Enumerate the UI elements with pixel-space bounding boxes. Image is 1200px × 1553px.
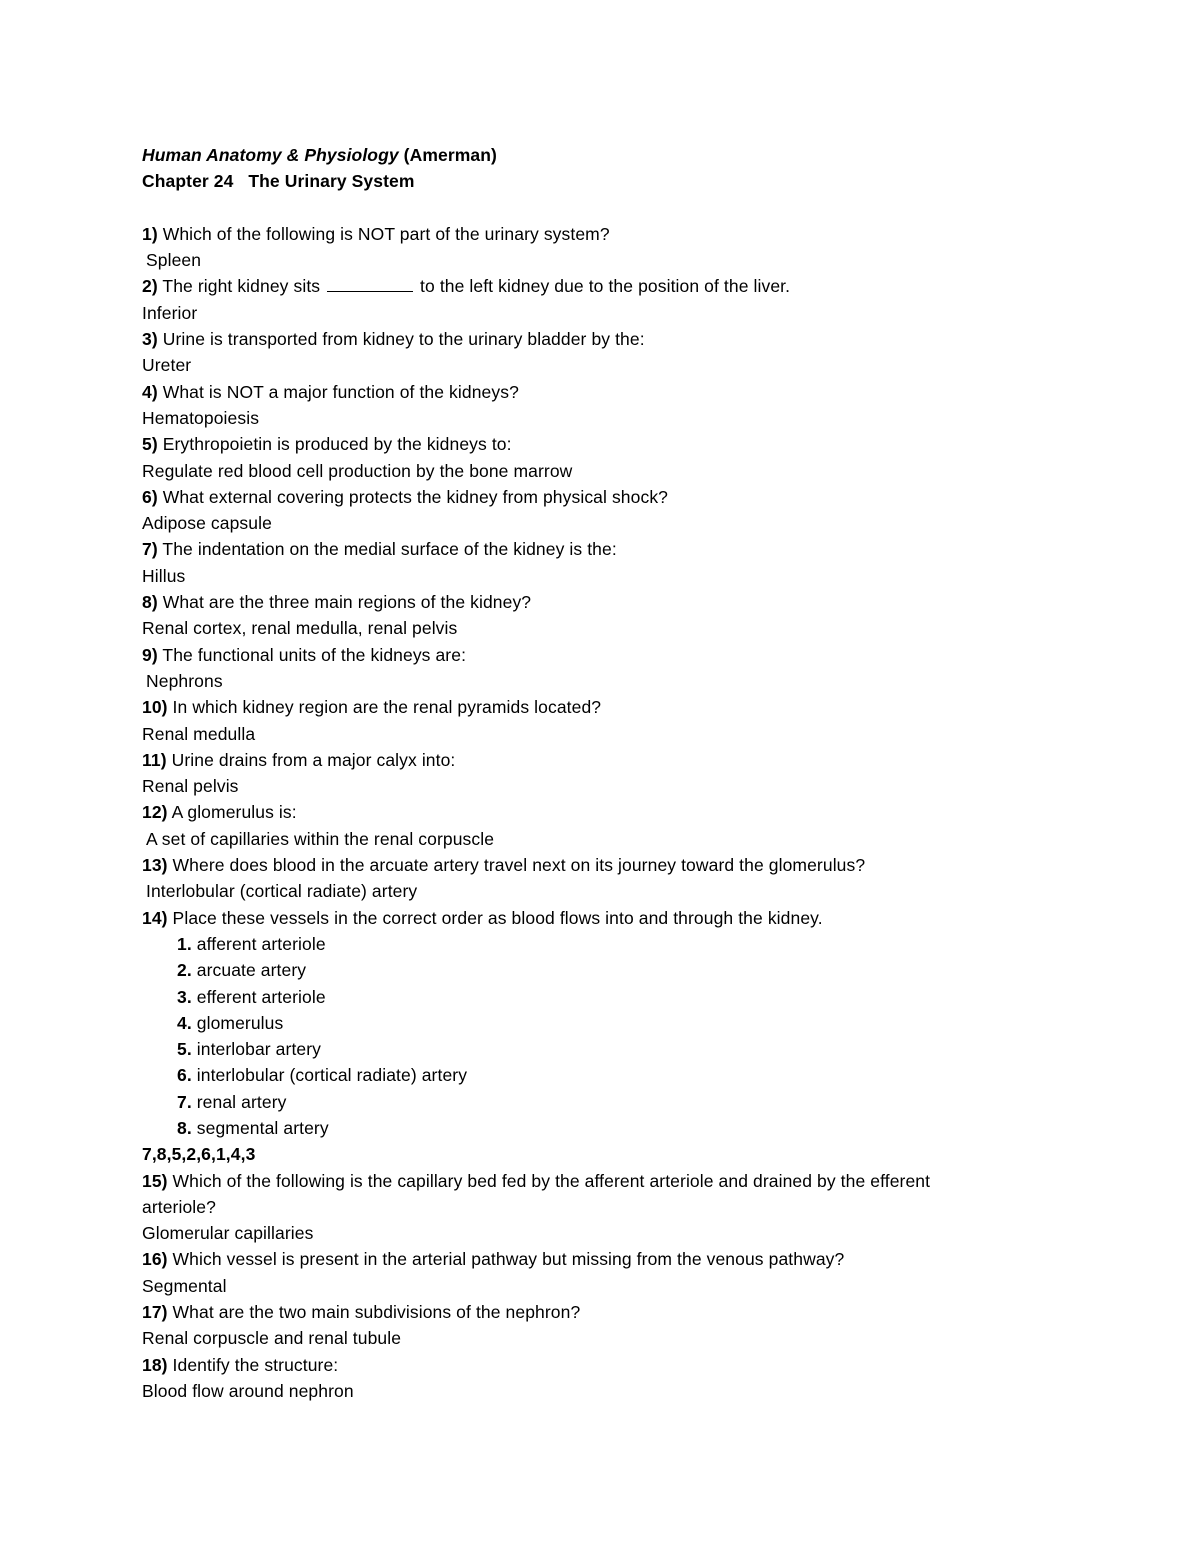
question: 5) Erythropoietin is produced by the kidneys to:	[142, 434, 512, 455]
question: 18) Identify the structure:	[142, 1354, 339, 1375]
answer: Ureter	[142, 355, 192, 376]
list-item: 3. efferent arteriole	[177, 986, 326, 1007]
question: 16) Which vessel is present in the arterial pathway but missing from the venous pathway?	[142, 1249, 845, 1270]
question: 13) Where does blood in the arcuate artery travel next on its journey toward the glomerulus?	[142, 855, 866, 876]
question: 1) Which of the following is NOT part of the urinary system?	[142, 223, 610, 244]
question: 11) Urine drains from a major calyx into:	[142, 749, 456, 770]
answer: Spleen	[146, 250, 202, 271]
question: 8) What are the three main regions of the kidney?	[142, 592, 532, 613]
list-item: 1. afferent arteriole	[177, 933, 326, 954]
answer: A set of capillaries within the renal corpuscle	[146, 828, 495, 849]
answer-order: 7,8,5,2,6,1,4,3	[142, 1144, 256, 1165]
question: 15) Which of the following is the capillary bed fed by the afferent arteriole and drained by the efferent	[142, 1170, 931, 1191]
question: 14) Place these vessels in the correct order as blood flows into and through the kidney.	[142, 907, 823, 928]
document-page	[142, 142, 1062, 1404]
list-item: 7. renal artery	[177, 1091, 287, 1112]
chapter-title: The Urinary System	[248, 171, 415, 192]
question: 12) A glomerulus is:	[142, 802, 297, 823]
question: 4) What is NOT a major function of the kidneys?	[142, 381, 519, 402]
spacer	[142, 195, 1062, 221]
document-title	[142, 142, 1062, 168]
answer: Adipose capsule	[142, 513, 272, 534]
answer: Renal medulla	[142, 723, 256, 744]
question: 6) What external covering protects the kidney from physical shock?	[142, 486, 669, 507]
answer: Hematopoiesis	[142, 407, 260, 428]
answer: Interlobular (cortical radiate) artery	[146, 881, 418, 902]
book-author: (Amerman)	[398, 145, 497, 165]
chapter-heading	[142, 168, 1062, 194]
answer: Renal cortex, renal medulla, renal pelvis	[142, 618, 458, 639]
book-title: Human Anatomy & Physiology	[142, 145, 399, 165]
answer: Nephrons	[146, 670, 223, 691]
question: 10) In which kidney region are the renal pyramids located?	[142, 697, 602, 718]
fill-in-blank	[327, 275, 413, 292]
answer: Segmental	[142, 1275, 227, 1296]
question: 7) The indentation on the medial surface of the kidney is the:	[142, 539, 617, 560]
list-item: 6. interlobular (cortical radiate) artery	[177, 1065, 468, 1086]
question: 2) The right kidney sits to the left kidney due to the position of the liver.	[142, 276, 791, 297]
answer: Blood flow around nephron	[142, 1380, 354, 1401]
answer: Inferior	[142, 302, 198, 323]
answer: Glomerular capillaries	[142, 1223, 314, 1244]
chapter-number: Chapter 24	[142, 171, 234, 192]
list-item: 5. interlobar artery	[177, 1039, 322, 1060]
list-item: 4. glomerulus	[177, 1012, 284, 1033]
question: 9) The functional units of the kidneys are:	[142, 644, 467, 665]
question-continued: arteriole?	[142, 1196, 216, 1217]
list-item: 2. arcuate artery	[177, 960, 307, 981]
question: 17) What are the two main subdivisions of the nephron?	[142, 1302, 581, 1323]
question: 3) Urine is transported from kidney to the urinary bladder by the:	[142, 329, 645, 350]
answer: Hillus	[142, 565, 186, 586]
list-item: 8. segmental artery	[177, 1117, 329, 1138]
answer: Renal corpuscle and renal tubule	[142, 1328, 402, 1349]
answer: Renal pelvis	[142, 776, 239, 797]
answer: Regulate red blood cell production by the bone marrow	[142, 460, 573, 481]
